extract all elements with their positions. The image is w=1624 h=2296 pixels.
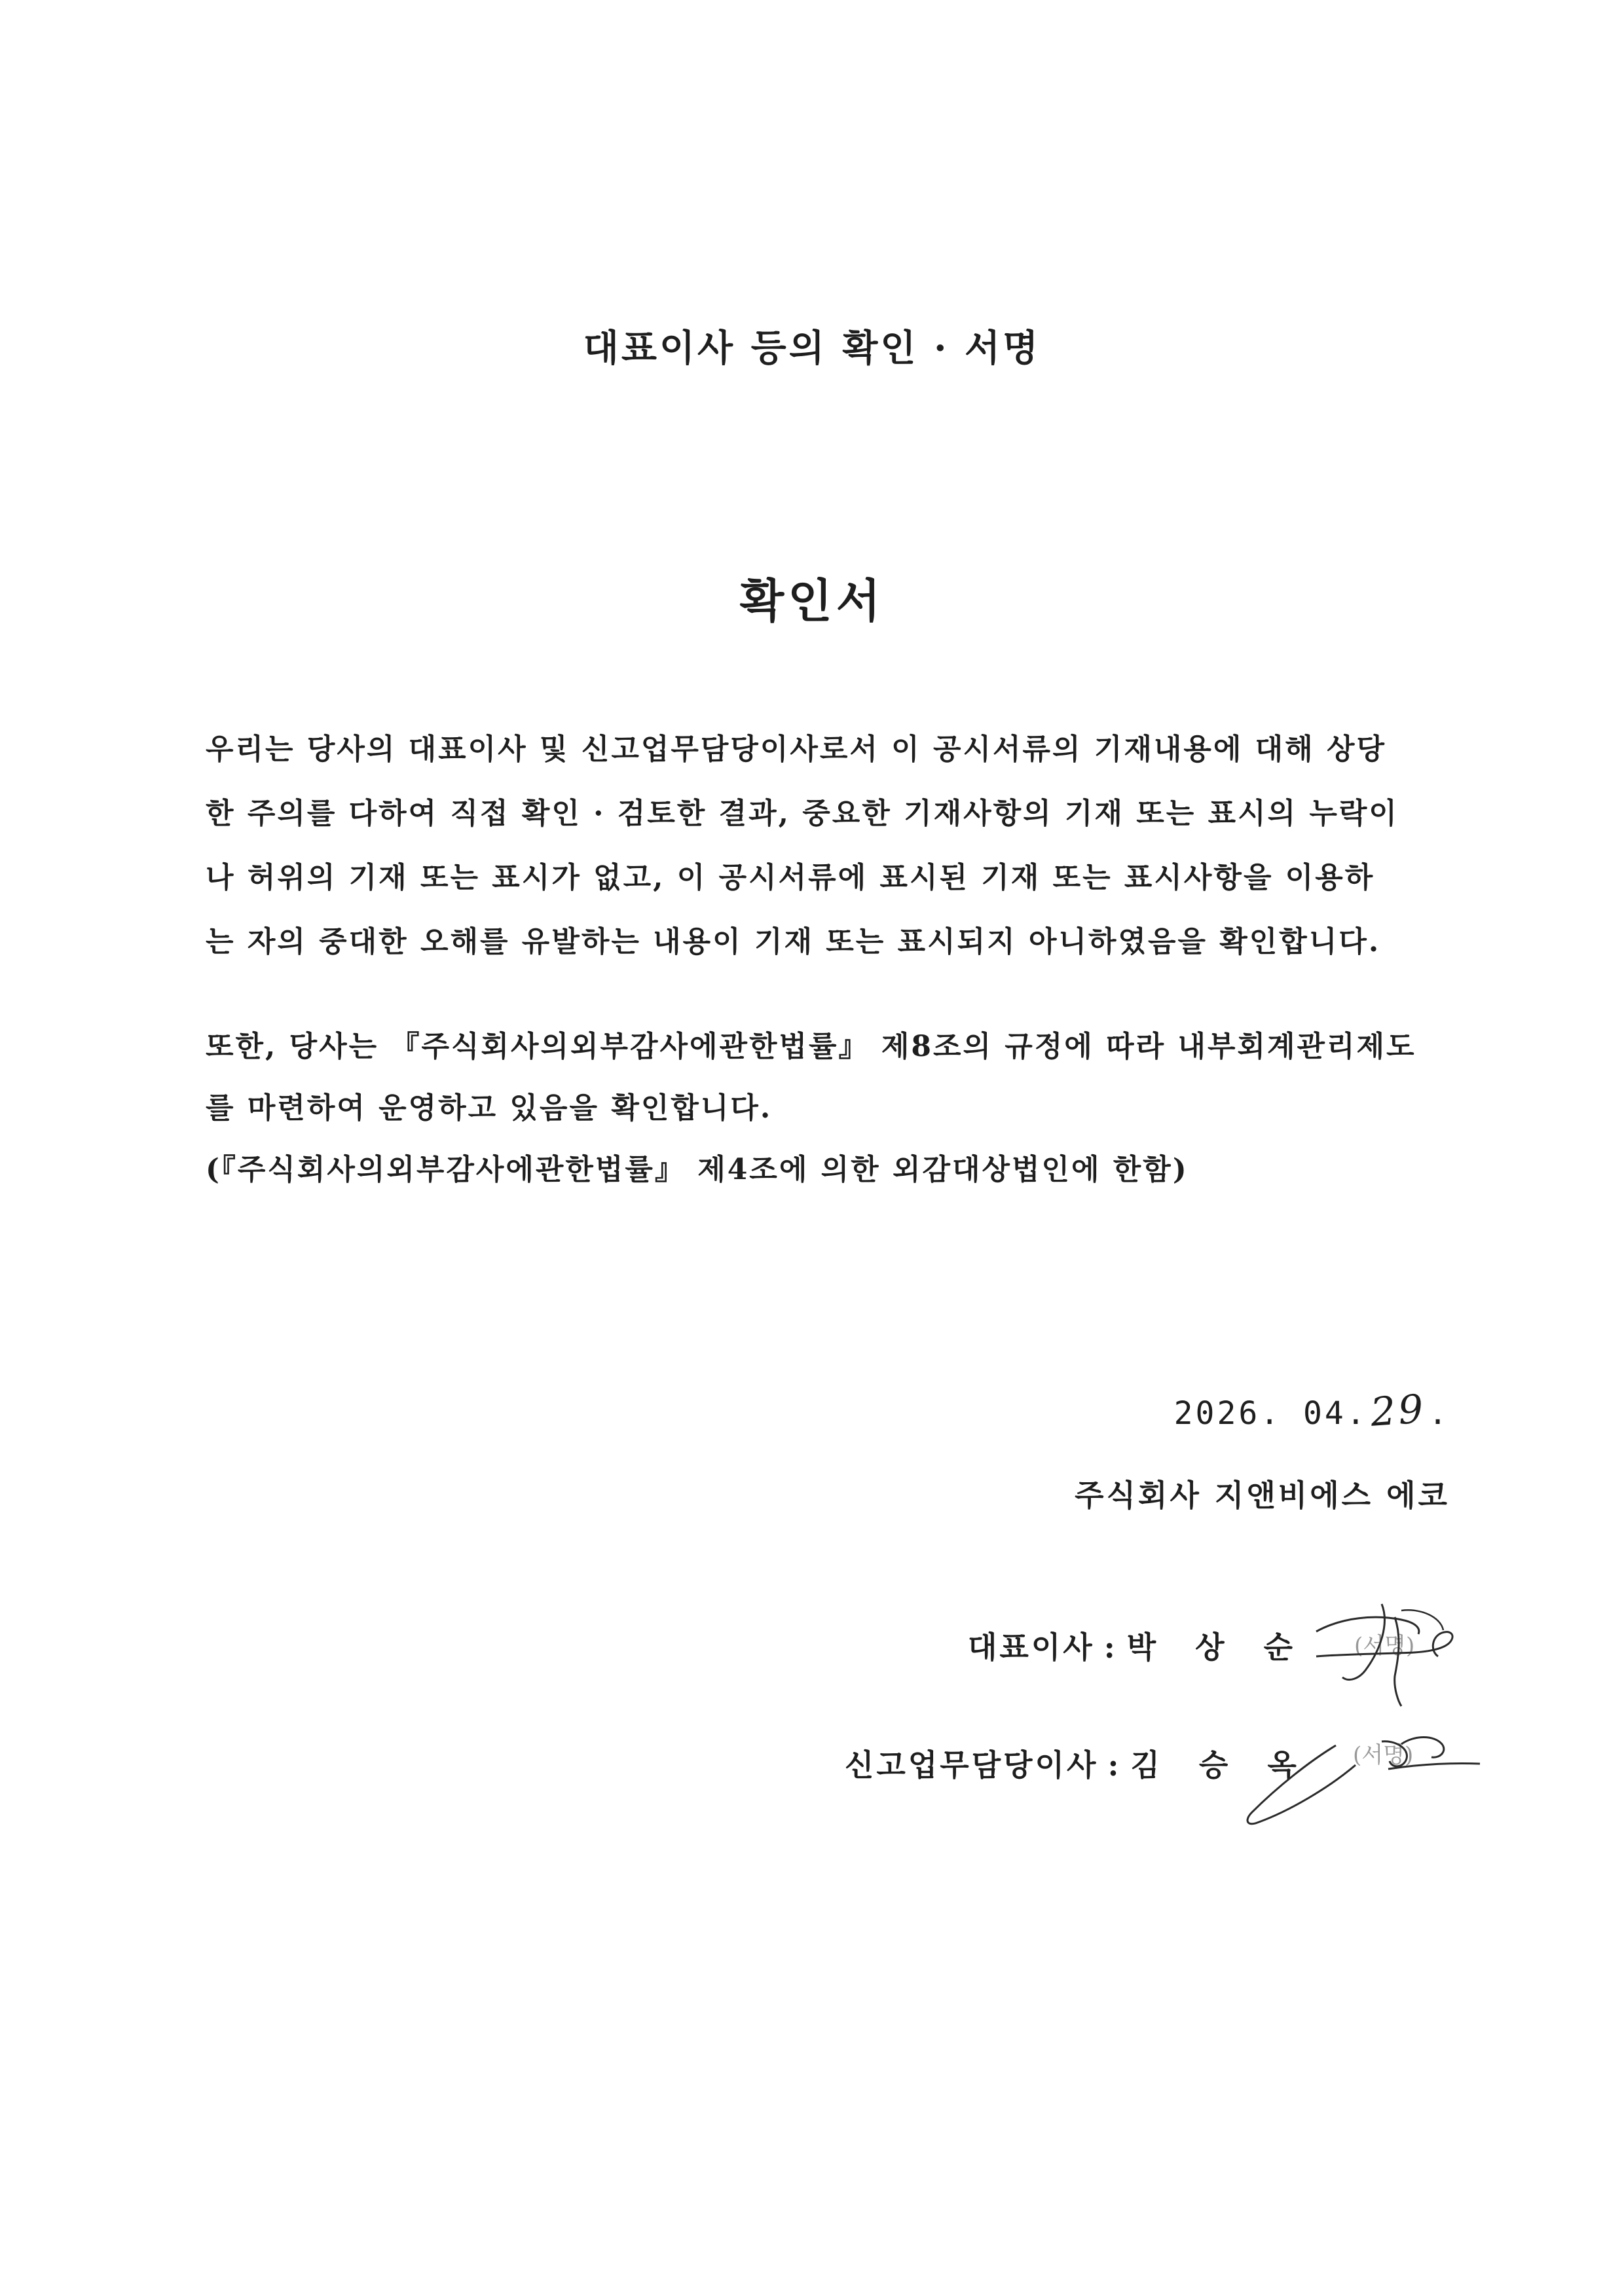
signer-ceo <box>968 1624 1307 1667</box>
signature-note: (서명) <box>1354 1633 1415 1659</box>
internal-control-paragraph <box>206 1016 1450 1201</box>
signer-separator: : <box>1103 1630 1118 1665</box>
document-date <box>1174 1388 1450 1434</box>
confirmation-paragraph <box>206 718 1450 974</box>
company-name: 주식회사 지앤비에스 에코 <box>1075 1478 1450 1513</box>
signer-name: 박 상 순 <box>1126 1630 1308 1665</box>
officer-signature-icon <box>1238 1715 1486 1833</box>
paragraph-line: 또한, 당사는 『주식회사의외부감사에관한법률』 제8조의 규정에 따라 내부회계관리제도 <box>206 1030 1416 1063</box>
paragraph-line: 를 마련하여 운영하고 있음을 확인합니다. <box>206 1091 773 1125</box>
paragraph-line: 우리는 당사의 대표이사 및 신고업무담당이사로서 이 공시서류의 기재내용에 대해 상당 <box>206 733 1387 766</box>
date-suffix: . <box>1428 1395 1450 1432</box>
paragraph-line: (『주식회사의외부감사에관한법률』 제4조에 의한 외감대상법인에 한함) <box>206 1153 1189 1186</box>
page-header-title: 대표이사 등의 확인 · 서명 <box>583 327 1041 370</box>
date-printed: 2026. 04. <box>1173 1395 1368 1432</box>
paragraph-line: 는 자의 중대한 오해를 유발하는 내용이 기재 또는 표시되지 아니하였음을 확인합니다. <box>206 925 1381 958</box>
paragraph-line: 한 주의를 다하여 직접 확인 · 검토한 결과, 중요한 기재사항의 기재 또는 표시의 누락이 <box>206 797 1399 830</box>
date-handwritten-day: 29 <box>1369 1386 1428 1436</box>
ceo-signature-icon <box>1303 1591 1473 1709</box>
signer-role: 신고업무담당이사 <box>845 1747 1099 1783</box>
signer-role: 대표이사 <box>968 1630 1095 1665</box>
paragraph-line: 나 허위의 기재 또는 표시가 없고, 이 공시서류에 표시된 기재 또는 표시사항을 이용하 <box>206 861 1375 894</box>
signer-separator: : <box>1107 1747 1122 1783</box>
document-title: 확인서 <box>739 574 885 628</box>
signer-name: 김 승 옥 <box>1130 1747 1311 1783</box>
signature-note: (서명) <box>1353 1742 1414 1768</box>
